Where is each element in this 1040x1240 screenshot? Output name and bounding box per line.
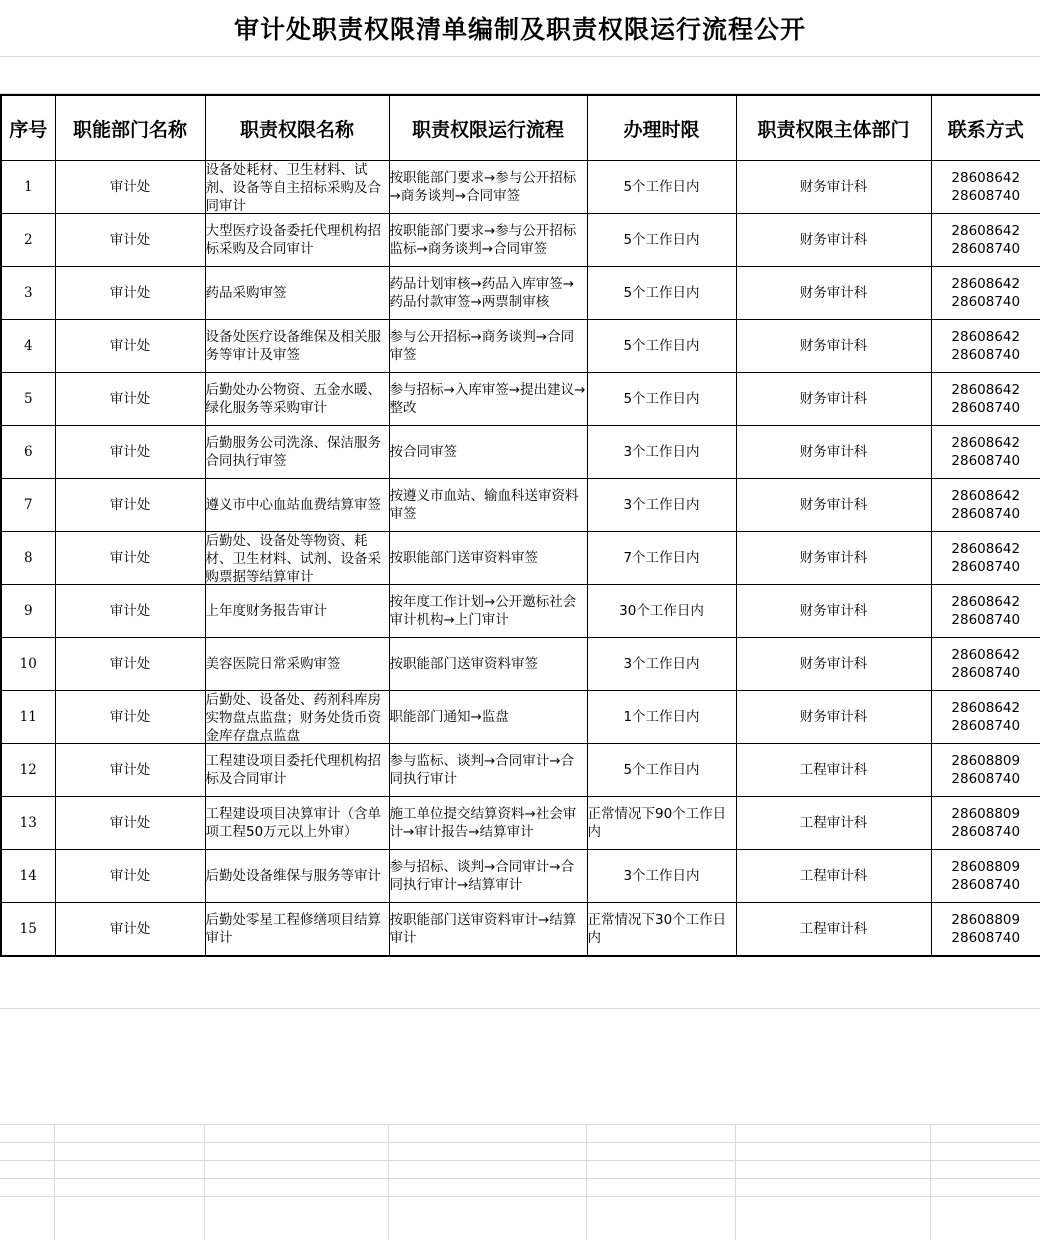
cell-index[interactable] bbox=[1, 214, 55, 267]
cell-contact[interactable] bbox=[931, 320, 1040, 373]
cell-duty-name[interactable] bbox=[205, 267, 389, 320]
cell-owner-dept[interactable] bbox=[736, 691, 931, 744]
gridline bbox=[0, 1124, 1040, 1125]
cell-duty-name[interactable] bbox=[205, 479, 389, 532]
cell-flow-text: 参与招标、谈判→合同审计→合同执行审计→结算审计 bbox=[389, 859, 575, 893]
cell-duty-name-text: 后勤处、设备处、药剂科库房实物盘点监盘；财务处货币资金库存盘点监盘 bbox=[205, 692, 381, 743]
table-row bbox=[1, 532, 1040, 585]
header-contact[interactable]: 联系方式 bbox=[931, 95, 1040, 161]
phone-number: 28608642 bbox=[951, 594, 1021, 610]
cell-duty-name-text: 后勤处办公物资、五金水暖、绿化服务等采购审计 bbox=[205, 382, 381, 416]
cell-flow[interactable] bbox=[389, 320, 587, 373]
phone-number: 28608642 bbox=[951, 488, 1021, 504]
phone-number: 28608740 bbox=[951, 877, 1021, 893]
gridline bbox=[735, 1124, 736, 1240]
cell-index-text: 1 bbox=[23, 179, 33, 195]
phone-number: 28608740 bbox=[951, 718, 1021, 734]
cell-flow-text: 按职能部门送审资料审计→结算审计 bbox=[389, 912, 577, 946]
cell-dept[interactable] bbox=[55, 214, 205, 267]
cell-dept-text: 审计处 bbox=[109, 709, 151, 725]
cell-dept[interactable] bbox=[55, 691, 205, 744]
cell-time-limit[interactable] bbox=[587, 426, 736, 479]
cell-time-limit-text: 5个工作日内 bbox=[623, 338, 700, 354]
cell-duty-name-text: 后勤处设备维保与服务等审计 bbox=[205, 868, 381, 884]
cell-owner-dept-text: 财务审计科 bbox=[799, 391, 868, 407]
table-row bbox=[1, 744, 1040, 797]
cell-duty-name-text: 药品采购审签 bbox=[205, 285, 287, 301]
cell-index-text: 6 bbox=[23, 444, 33, 460]
gridline bbox=[0, 1142, 1040, 1143]
cell-contact[interactable] bbox=[931, 744, 1040, 797]
cell-dept[interactable] bbox=[55, 903, 205, 957]
cell-dept[interactable] bbox=[55, 532, 205, 585]
header-flow[interactable]: 职责权限运行流程 bbox=[389, 95, 587, 161]
cell-time-limit-text: 30个工作日内 bbox=[619, 603, 704, 619]
gridline bbox=[204, 1124, 205, 1240]
cell-contact[interactable] bbox=[931, 267, 1040, 320]
gridline bbox=[0, 1196, 1040, 1197]
cell-duty-name[interactable] bbox=[205, 691, 389, 744]
cell-dept[interactable] bbox=[55, 850, 205, 903]
cell-dept-text: 审计处 bbox=[109, 497, 151, 513]
cell-duty-name[interactable] bbox=[205, 850, 389, 903]
cell-dept-text: 审计处 bbox=[109, 232, 151, 248]
phone-number: 28608740 bbox=[951, 241, 1021, 257]
cell-time-limit[interactable] bbox=[587, 479, 736, 532]
cell-contact[interactable] bbox=[931, 426, 1040, 479]
header-duty-name[interactable]: 职责权限名称 bbox=[205, 95, 389, 161]
cell-index[interactable] bbox=[1, 744, 55, 797]
cell-duty-name[interactable] bbox=[205, 426, 389, 479]
phone-number: 28608740 bbox=[951, 347, 1021, 363]
gridline bbox=[0, 1008, 1040, 1009]
cell-owner-dept[interactable] bbox=[736, 214, 931, 267]
phone-number: 28608809 bbox=[951, 859, 1021, 875]
cell-index[interactable] bbox=[1, 797, 55, 850]
cell-duty-name[interactable] bbox=[205, 744, 389, 797]
phone-number: 28608740 bbox=[951, 506, 1021, 522]
phone-number: 28608642 bbox=[951, 382, 1021, 398]
cell-index[interactable] bbox=[1, 479, 55, 532]
cell-dept[interactable] bbox=[55, 267, 205, 320]
phone-number: 28608740 bbox=[951, 453, 1021, 469]
cell-contact[interactable] bbox=[931, 532, 1040, 585]
cell-time-limit[interactable] bbox=[587, 161, 736, 214]
cell-duty-name-text: 后勤处、设备处等物资、耗材、卫生材料、试剂、设备采购票据等结算审计 bbox=[205, 533, 381, 584]
cell-flow[interactable] bbox=[389, 585, 587, 638]
table-row bbox=[1, 638, 1040, 691]
cell-contact[interactable] bbox=[931, 691, 1040, 744]
cell-dept-text: 审计处 bbox=[109, 603, 151, 619]
cell-index[interactable] bbox=[1, 320, 55, 373]
table-row bbox=[1, 479, 1040, 532]
cell-owner-dept-text: 财务审计科 bbox=[799, 550, 868, 566]
cell-owner-dept-text: 工程审计科 bbox=[799, 921, 868, 937]
cell-owner-dept-text: 财务审计科 bbox=[799, 603, 868, 619]
table-row bbox=[1, 267, 1040, 320]
cell-duty-name-text: 后勤服务公司洗涤、保洁服务合同执行审签 bbox=[205, 435, 381, 469]
header-row bbox=[1, 95, 1040, 161]
phone-number: 28608740 bbox=[951, 612, 1021, 628]
cell-dept-text: 审计处 bbox=[109, 550, 151, 566]
cell-time-limit[interactable] bbox=[587, 797, 736, 850]
cell-index-text: 12 bbox=[19, 762, 37, 778]
cell-index[interactable] bbox=[1, 373, 55, 426]
cell-dept[interactable] bbox=[55, 320, 205, 373]
cell-flow-text: 参与招标→入库审签→提出建议→整改 bbox=[389, 382, 586, 416]
table-row bbox=[1, 850, 1040, 903]
cell-time-limit-text: 5个工作日内 bbox=[623, 232, 700, 248]
cell-dept-text: 审计处 bbox=[109, 285, 151, 301]
cell-time-limit[interactable] bbox=[587, 320, 736, 373]
cell-owner-dept-text: 财务审计科 bbox=[799, 179, 868, 195]
phone-number: 28608740 bbox=[951, 930, 1021, 946]
cell-duty-name[interactable] bbox=[205, 532, 389, 585]
cell-contact[interactable] bbox=[931, 903, 1040, 957]
cell-owner-dept[interactable] bbox=[736, 532, 931, 585]
header-owner-dept[interactable]: 职责权限主体部门 bbox=[736, 95, 931, 161]
phone-number: 28608642 bbox=[951, 647, 1021, 663]
cell-flow-text: 药品计划审核→药品入库审签→药品付款审签→两票制审核 bbox=[389, 276, 575, 310]
cell-owner-dept[interactable] bbox=[736, 585, 931, 638]
cell-flow-text: 职能部门通知→监盘 bbox=[389, 709, 509, 725]
phone-number: 28608809 bbox=[951, 753, 1021, 769]
cell-flow-text: 按年度工作计划→公开邀标社会审计机构→上门审计 bbox=[389, 594, 577, 628]
phone-number: 28608740 bbox=[951, 400, 1021, 416]
empty-sheet-area bbox=[0, 956, 1040, 1240]
cell-duty-name[interactable] bbox=[205, 638, 389, 691]
cell-flow-text: 按职能部门送审资料审签 bbox=[389, 656, 538, 672]
cell-owner-dept[interactable] bbox=[736, 797, 931, 850]
cell-owner-dept-text: 财务审计科 bbox=[799, 709, 868, 725]
cell-index-text: 14 bbox=[19, 868, 37, 884]
cell-contact[interactable] bbox=[931, 585, 1040, 638]
phone-number: 28608642 bbox=[951, 170, 1021, 186]
cell-index[interactable] bbox=[1, 691, 55, 744]
cell-flow-text: 按职能部门要求→参与公开招标监标→商务谈判→合同审签 bbox=[389, 223, 577, 257]
cell-flow-text: 参与监标、谈判→合同审计→合同执行审计 bbox=[389, 753, 575, 787]
cell-owner-dept-text: 财务审计科 bbox=[799, 497, 868, 513]
cell-duty-name-text: 工程建设项目委托代理机构招标及合同审计 bbox=[205, 753, 381, 787]
phone-number: 28608740 bbox=[951, 188, 1021, 204]
table-row bbox=[1, 214, 1040, 267]
page-title: 审计处职责权限清单编制及职责权限运行流程公开 bbox=[0, 0, 1040, 57]
cell-contact[interactable] bbox=[931, 638, 1040, 691]
cell-time-limit[interactable] bbox=[587, 373, 736, 426]
cell-index-text: 3 bbox=[23, 285, 33, 301]
cell-owner-dept[interactable] bbox=[736, 267, 931, 320]
cell-time-limit-text: 正常情况下30个工作日内 bbox=[587, 912, 727, 946]
cell-flow[interactable] bbox=[389, 691, 587, 744]
phone-number: 28608809 bbox=[951, 806, 1021, 822]
cell-dept-text: 审计处 bbox=[109, 921, 151, 937]
cell-index-text: 5 bbox=[23, 391, 33, 407]
cell-index-text: 8 bbox=[23, 550, 33, 566]
gridline bbox=[54, 1124, 55, 1240]
empty-row bbox=[0, 57, 1040, 94]
cell-duty-name[interactable] bbox=[205, 214, 389, 267]
cell-index-text: 9 bbox=[23, 603, 33, 619]
cell-dept-text: 审计处 bbox=[109, 179, 151, 195]
cell-duty-name-text: 美容医院日常采购审签 bbox=[205, 656, 341, 672]
cell-index[interactable] bbox=[1, 903, 55, 957]
cell-owner-dept-text: 工程审计科 bbox=[799, 815, 868, 831]
table-row bbox=[1, 585, 1040, 638]
cell-duty-name-text: 工程建设项目决算审计（含单项工程50万元以上外审） bbox=[205, 806, 381, 840]
phone-number: 28608740 bbox=[951, 559, 1021, 575]
cell-contact[interactable] bbox=[931, 797, 1040, 850]
cell-time-limit-text: 3个工作日内 bbox=[623, 868, 700, 884]
cell-time-limit-text: 5个工作日内 bbox=[623, 179, 700, 195]
cell-index[interactable] bbox=[1, 267, 55, 320]
phone-number: 28608740 bbox=[951, 665, 1021, 681]
cell-owner-dept-text: 财务审计科 bbox=[799, 338, 868, 354]
cell-dept-text: 审计处 bbox=[109, 338, 151, 354]
cell-contact[interactable] bbox=[931, 850, 1040, 903]
cell-duty-name[interactable] bbox=[205, 320, 389, 373]
phone-number: 28608642 bbox=[951, 276, 1021, 292]
phone-number: 28608740 bbox=[951, 294, 1021, 310]
cell-duty-name[interactable] bbox=[205, 373, 389, 426]
cell-index-text: 10 bbox=[19, 656, 37, 672]
table-row bbox=[1, 320, 1040, 373]
phone-number: 28608642 bbox=[951, 700, 1021, 716]
cell-index[interactable] bbox=[1, 850, 55, 903]
cell-dept[interactable] bbox=[55, 373, 205, 426]
cell-time-limit-text: 正常情况下90个工作日内 bbox=[587, 806, 727, 840]
cell-duty-name-text: 后勤处零星工程修缮项目结算审计 bbox=[205, 912, 381, 946]
cell-dept[interactable] bbox=[55, 638, 205, 691]
header-index[interactable]: 序号 bbox=[1, 95, 55, 161]
cell-flow-text: 按合同审签 bbox=[389, 444, 457, 460]
cell-flow-text: 按遵义市血站、输血科送审资料审签 bbox=[389, 488, 579, 522]
phone-number: 28608740 bbox=[951, 824, 1021, 840]
cell-index-text: 15 bbox=[19, 921, 37, 937]
cell-flow[interactable] bbox=[389, 850, 587, 903]
cell-time-limit-text: 1个工作日内 bbox=[623, 709, 700, 725]
cell-index-text: 13 bbox=[19, 815, 37, 831]
table-row bbox=[1, 373, 1040, 426]
gridline bbox=[930, 1124, 931, 1240]
cell-index[interactable] bbox=[1, 638, 55, 691]
gridline bbox=[0, 1178, 1040, 1179]
cell-dept[interactable] bbox=[55, 797, 205, 850]
cell-flow[interactable] bbox=[389, 744, 587, 797]
cell-index-text: 7 bbox=[23, 497, 33, 513]
cell-time-limit[interactable] bbox=[587, 532, 736, 585]
phone-number: 28608809 bbox=[951, 912, 1021, 928]
cell-dept-text: 审计处 bbox=[109, 868, 151, 884]
table-row bbox=[1, 161, 1040, 214]
cell-flow-text: 参与公开招标→商务谈判→合同审签 bbox=[389, 329, 575, 363]
cell-owner-dept[interactable] bbox=[736, 903, 931, 957]
cell-duty-name-text: 设备处医疗设备维保及相关服务等审计及审签 bbox=[205, 329, 381, 363]
cell-index-text: 4 bbox=[23, 338, 33, 354]
cell-owner-dept-text: 工程审计科 bbox=[799, 762, 868, 778]
cell-flow[interactable] bbox=[389, 426, 587, 479]
cell-owner-dept-text: 财务审计科 bbox=[799, 285, 868, 301]
cell-index[interactable] bbox=[1, 532, 55, 585]
cell-flow[interactable] bbox=[389, 479, 587, 532]
cell-dept-text: 审计处 bbox=[109, 762, 151, 778]
cell-time-limit[interactable] bbox=[587, 903, 736, 957]
cell-index[interactable] bbox=[1, 161, 55, 214]
cell-duty-name-text: 大型医疗设备委托代理机构招标采购及合同审计 bbox=[205, 223, 381, 257]
cell-owner-dept-text: 工程审计科 bbox=[799, 868, 868, 884]
cell-owner-dept[interactable] bbox=[736, 744, 931, 797]
phone-number: 28608642 bbox=[951, 329, 1021, 345]
duty-table bbox=[0, 94, 1040, 957]
table-row bbox=[1, 797, 1040, 850]
phone-number: 28608740 bbox=[951, 771, 1021, 787]
table-row bbox=[1, 426, 1040, 479]
cell-contact[interactable] bbox=[931, 479, 1040, 532]
cell-dept-text: 审计处 bbox=[109, 656, 151, 672]
cell-owner-dept[interactable] bbox=[736, 850, 931, 903]
cell-time-limit[interactable] bbox=[587, 214, 736, 267]
cell-owner-dept-text: 财务审计科 bbox=[799, 232, 868, 248]
gridline bbox=[388, 1124, 389, 1240]
cell-flow[interactable] bbox=[389, 214, 587, 267]
cell-time-limit-text: 5个工作日内 bbox=[623, 391, 700, 407]
cell-time-limit-text: 3个工作日内 bbox=[623, 497, 700, 513]
cell-flow[interactable] bbox=[389, 903, 587, 957]
cell-dept[interactable] bbox=[55, 479, 205, 532]
cell-duty-name-text: 上年度财务报告审计 bbox=[205, 603, 327, 619]
cell-time-limit[interactable] bbox=[587, 691, 736, 744]
header-dept[interactable]: 职能部门名称 bbox=[55, 95, 205, 161]
cell-duty-name[interactable] bbox=[205, 585, 389, 638]
cell-time-limit-text: 3个工作日内 bbox=[623, 656, 700, 672]
cell-time-limit-text: 7个工作日内 bbox=[623, 550, 700, 566]
cell-owner-dept[interactable] bbox=[736, 320, 931, 373]
cell-flow-text: 施工单位提交结算资料→社会审计→审计报告→结算审计 bbox=[389, 806, 577, 840]
cell-owner-dept[interactable] bbox=[736, 161, 931, 214]
cell-owner-dept-text: 财务审计科 bbox=[799, 656, 868, 672]
table-row bbox=[1, 691, 1040, 744]
cell-duty-name[interactable] bbox=[205, 903, 389, 957]
cell-flow[interactable] bbox=[389, 638, 587, 691]
cell-time-limit[interactable] bbox=[587, 850, 736, 903]
cell-contact[interactable] bbox=[931, 373, 1040, 426]
cell-flow[interactable] bbox=[389, 267, 587, 320]
cell-time-limit-text: 5个工作日内 bbox=[623, 285, 700, 301]
cell-dept[interactable] bbox=[55, 161, 205, 214]
cell-index-text: 11 bbox=[19, 709, 37, 725]
cell-owner-dept-text: 财务审计科 bbox=[799, 444, 868, 460]
cell-index[interactable] bbox=[1, 585, 55, 638]
cell-flow-text: 按职能部门送审资料审签 bbox=[389, 550, 538, 566]
cell-duty-name-text: 遵义市中心血站血费结算审签 bbox=[205, 497, 381, 513]
cell-time-limit[interactable] bbox=[587, 744, 736, 797]
cell-flow-text: 按职能部门要求→参与公开招标→商务谈判→合同审签 bbox=[389, 170, 577, 204]
cell-dept-text: 审计处 bbox=[109, 815, 151, 831]
cell-flow[interactable] bbox=[389, 797, 587, 850]
cell-owner-dept[interactable] bbox=[736, 479, 931, 532]
cell-index[interactable] bbox=[1, 426, 55, 479]
cell-owner-dept[interactable] bbox=[736, 426, 931, 479]
cell-time-limit[interactable] bbox=[587, 585, 736, 638]
cell-dept-text: 审计处 bbox=[109, 444, 151, 460]
cell-owner-dept[interactable] bbox=[736, 373, 931, 426]
gridline bbox=[586, 1124, 587, 1240]
cell-flow[interactable] bbox=[389, 532, 587, 585]
gridline bbox=[0, 1160, 1040, 1161]
cell-dept[interactable] bbox=[55, 585, 205, 638]
cell-time-limit-text: 3个工作日内 bbox=[623, 444, 700, 460]
cell-time-limit[interactable] bbox=[587, 638, 736, 691]
cell-duty-name-text: 设备处耗材、卫生材料、试剂、设备等自主招标采购及合同审计 bbox=[205, 162, 381, 213]
table-row bbox=[1, 903, 1040, 957]
cell-contact[interactable] bbox=[931, 214, 1040, 267]
cell-dept[interactable] bbox=[55, 426, 205, 479]
cell-time-limit[interactable] bbox=[587, 267, 736, 320]
header-time-limit[interactable]: 办理时限 bbox=[587, 95, 736, 161]
cell-dept[interactable] bbox=[55, 744, 205, 797]
cell-index-text: 2 bbox=[23, 232, 33, 248]
phone-number: 28608642 bbox=[951, 541, 1021, 557]
cell-dept-text: 审计处 bbox=[109, 391, 151, 407]
cell-owner-dept[interactable] bbox=[736, 638, 931, 691]
cell-time-limit-text: 5个工作日内 bbox=[623, 762, 700, 778]
cell-flow[interactable] bbox=[389, 161, 587, 214]
cell-duty-name[interactable] bbox=[205, 161, 389, 214]
cell-duty-name[interactable] bbox=[205, 797, 389, 850]
cell-flow[interactable] bbox=[389, 373, 587, 426]
phone-number: 28608642 bbox=[951, 223, 1021, 239]
phone-number: 28608642 bbox=[951, 435, 1021, 451]
cell-contact[interactable] bbox=[931, 161, 1040, 214]
